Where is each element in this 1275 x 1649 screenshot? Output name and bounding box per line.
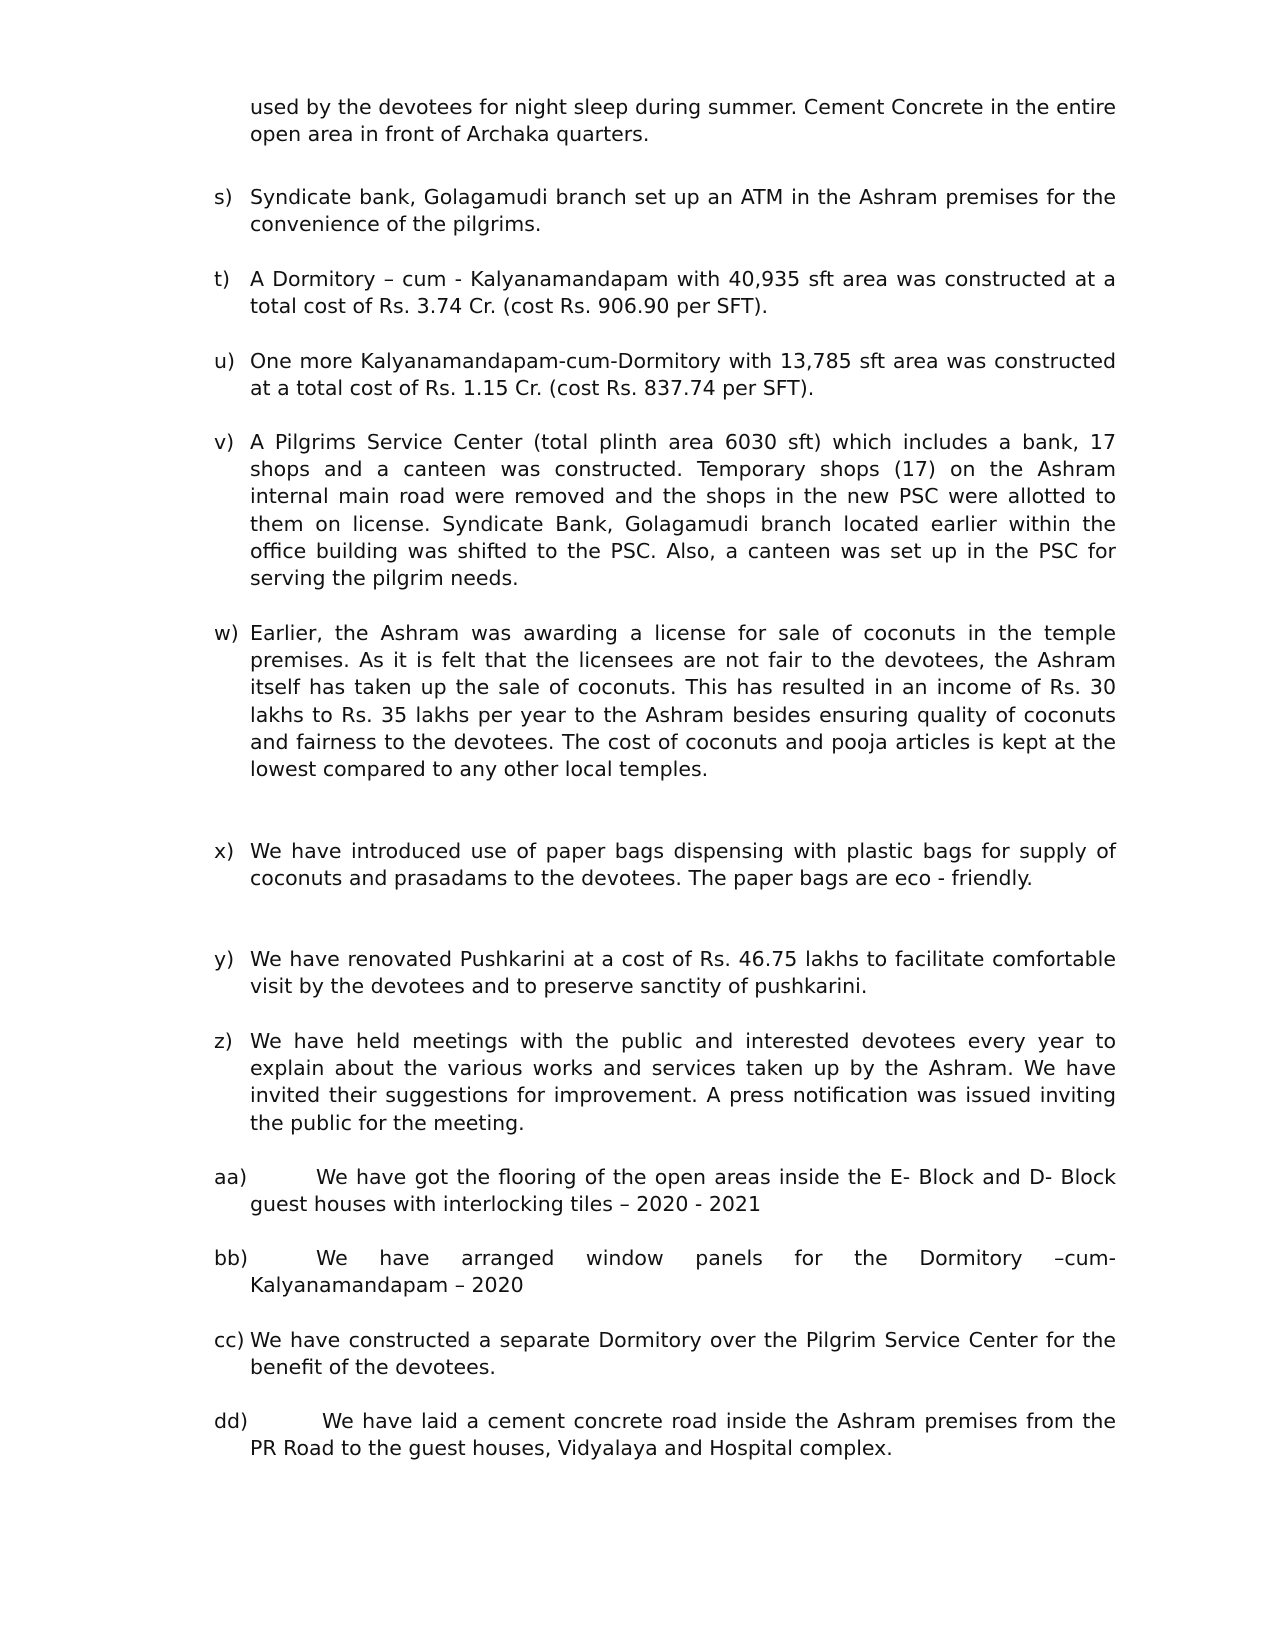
list-marker: w)	[214, 621, 239, 645]
list-marker: x)	[214, 839, 235, 863]
list-marker: y)	[214, 947, 235, 971]
list-item-w	[214, 620, 1116, 783]
intro-paragraph: used by the devotees for night sleep during summer. Cement Concrete in the entire open area in front of Archaka quarters.	[250, 95, 1116, 147]
list-marker: aa)	[214, 1165, 248, 1189]
list-item-text: We have laid a cement concrete road inside the Ashram premises from the PR Road to the guest houses, Vidyalaya and Hospital complex.	[250, 1409, 1116, 1461]
list-marker: z)	[214, 1029, 233, 1053]
list-item-text: We have held meetings with the public and interested devotees every year to explain about the various works and services taken up by the Ashram. We have invited their suggestions for improvement. A press notification was issued inviting the public for the meeting.	[250, 1029, 1116, 1135]
list-item-text: We have renovated Pushkarini at a cost of Rs. 46.75 lakhs to facilitate comfortable visit by the devotees and to preserve sanctity of pushkarini.	[250, 947, 1116, 999]
list-marker: t)	[214, 267, 231, 291]
list-item-dd	[214, 1408, 1116, 1462]
list-item-text: A Dormitory – cum - Kalyanamandapam with 40,935 sft area was constructed at a total cost of Rs. 3.74 Cr. (cost Rs. 906.90 per SFT).	[250, 267, 1116, 319]
list-item-text: Syndicate bank, Golagamudi branch set up an ATM in the Ashram premises for the convenience of the pilgrims.	[250, 185, 1116, 237]
list-item-text: We have arranged window panels for the Dormitory –cum- Kalyanamandapam – 2020	[250, 1246, 1116, 1298]
list-marker: u)	[214, 349, 235, 373]
list-item-text: Earlier, the Ashram was awarding a license for sale of coconuts in the temple premises. As it is felt that the licensees are not fair to the devotees, the Ashram itself has taken up the sale of coconuts. This has resulted in an income of Rs. 30 lakhs to Rs. 35 lakhs per year to the Ashram besides ensuring quality of coconuts and fairness to the devotees. The cost of coconuts and pooja articles is kept at the lowest compared to any other local temples.	[250, 621, 1116, 782]
list-item-text: A Pilgrims Service Center (total plinth area 6030 sft) which includes a bank, 17 shops and a canteen was constructed. Temporary shops (17) on the Ashram internal main road were removed and the shops in the new PSC were allotted to them on license. Syndicate Bank, Golagamudi branch located earlier within the office building was shifted to the PSC. Also, a canteen was set up in the PSC for serving the pilgrim needs.	[250, 430, 1116, 591]
list-item-x	[214, 838, 1116, 892]
list-item-bb	[214, 1245, 1116, 1299]
list-item-cc	[214, 1327, 1116, 1381]
list-item-v	[214, 429, 1116, 592]
list-item-y	[214, 946, 1116, 1000]
list-marker: cc)	[214, 1328, 245, 1352]
list-marker: bb)	[214, 1246, 249, 1270]
list-item-text: We have got the flooring of the open areas inside the E- Block and D- Block guest houses with interlocking tiles – 2020 - 2021	[250, 1165, 1116, 1217]
list-item-text: We have constructed a separate Dormitory over the Pilgrim Service Center for the benefit of the devotees.	[250, 1328, 1116, 1380]
list-item-u	[214, 348, 1116, 402]
list-item-aa	[214, 1164, 1116, 1218]
list-item-text: We have introduced use of paper bags dispensing with plastic bags for supply of coconuts and prasadams to the devotees. The paper bags are eco - friendly.	[250, 839, 1116, 891]
list-marker: v)	[214, 430, 235, 454]
list-item-z	[214, 1028, 1116, 1137]
list-item-t	[214, 266, 1116, 320]
list-item-s	[214, 184, 1116, 238]
list-marker: s)	[214, 185, 233, 209]
list-item-text: One more Kalyanamandapam-cum-Dormitory with 13,785 sft area was constructed at a total cost of Rs. 1.15 Cr. (cost Rs. 837.74 per SFT).	[250, 349, 1116, 401]
list-marker: dd)	[214, 1409, 249, 1433]
